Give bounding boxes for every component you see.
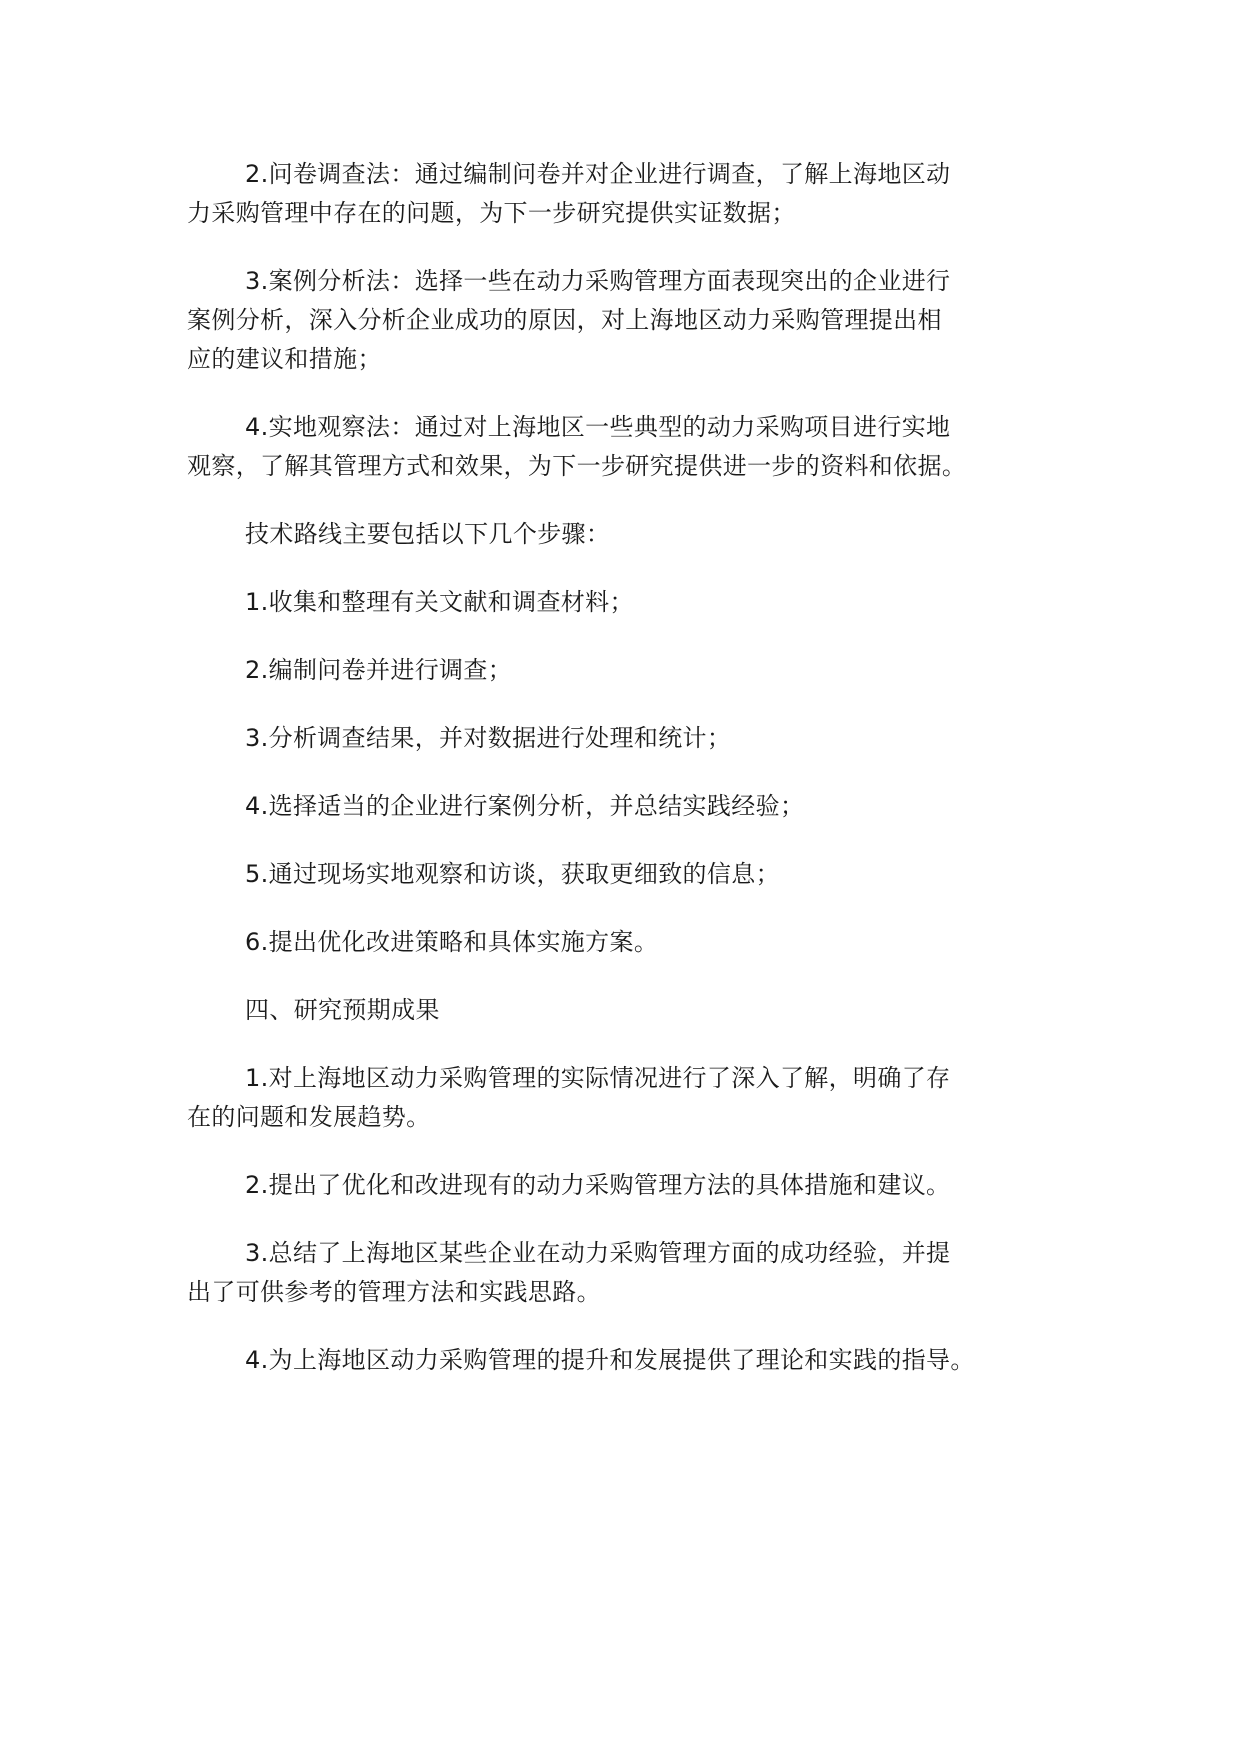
paragraph-result-2 bbox=[187, 1166, 1087, 1205]
paragraph-questionnaire-method bbox=[187, 155, 1087, 233]
paragraph-step-3 bbox=[187, 719, 1087, 758]
section-heading-expected-results bbox=[187, 991, 1087, 1030]
paragraph-result-1 bbox=[187, 1059, 1087, 1137]
text-line: 4.选择适当的企业进行案例分析，并总结实践经验； bbox=[245, 792, 805, 820]
text-line: 4.为上海地区动力采购管理的提升和发展提供了理论和实践的指导。 bbox=[245, 1346, 975, 1374]
text-line: 应的建议和措施； bbox=[187, 345, 382, 373]
text-line: 出了可供参考的管理方法和实践思路。 bbox=[187, 1278, 601, 1306]
text-line: 四、研究预期成果 bbox=[245, 996, 440, 1024]
paragraph-result-4 bbox=[187, 1341, 1087, 1380]
text-line: 4.实地观察法：通过对上海地区一些典型的动力采购项目进行实地 bbox=[245, 413, 951, 441]
paragraph-result-3 bbox=[187, 1234, 1087, 1312]
text-line: 2.提出了优化和改进现有的动力采购管理方法的具体措施和建议。 bbox=[245, 1171, 951, 1199]
text-line: 5.通过现场实地观察和访谈，获取更细致的信息； bbox=[245, 860, 780, 888]
document-body bbox=[187, 155, 1087, 1409]
paragraph-step-6 bbox=[187, 923, 1087, 962]
text-line: 观察，了解其管理方式和效果，为下一步研究提供进一步的资料和依据。 bbox=[187, 452, 967, 480]
paragraph-step-1 bbox=[187, 583, 1087, 622]
paragraph-step-5 bbox=[187, 855, 1087, 894]
paragraph-technical-route-intro bbox=[187, 515, 1087, 554]
text-line: 3.分析调查结果，并对数据进行处理和统计； bbox=[245, 724, 732, 752]
text-line: 2.编制问卷并进行调查； bbox=[245, 656, 513, 684]
paragraph-case-analysis-method bbox=[187, 262, 1087, 379]
text-line: 案例分析，深入分析企业成功的原因，对上海地区动力采购管理提出相 bbox=[187, 306, 942, 334]
text-line: 6.提出优化改进策略和具体实施方案。 bbox=[245, 928, 659, 956]
text-line: 在的问题和发展趋势。 bbox=[187, 1103, 431, 1131]
text-line: 3.总结了上海地区某些企业在动力采购管理方面的成功经验，并提 bbox=[245, 1239, 951, 1267]
text-line: 1.收集和整理有关文献和调查材料； bbox=[245, 588, 634, 616]
text-line: 3.案例分析法：选择一些在动力采购管理方面表现突出的企业进行 bbox=[245, 267, 951, 295]
text-line: 力采购管理中存在的问题，为下一步研究提供实证数据； bbox=[187, 199, 796, 227]
text-line: 2.问卷调查法：通过编制问卷并对企业进行调查，了解上海地区动 bbox=[245, 160, 951, 188]
text-line: 技术路线主要包括以下几个步骤： bbox=[245, 520, 611, 548]
paragraph-step-2 bbox=[187, 651, 1087, 690]
text-line: 1.对上海地区动力采购管理的实际情况进行了深入了解，明确了存 bbox=[245, 1064, 951, 1092]
paragraph-field-observation-method bbox=[187, 408, 1087, 486]
paragraph-step-4 bbox=[187, 787, 1087, 826]
